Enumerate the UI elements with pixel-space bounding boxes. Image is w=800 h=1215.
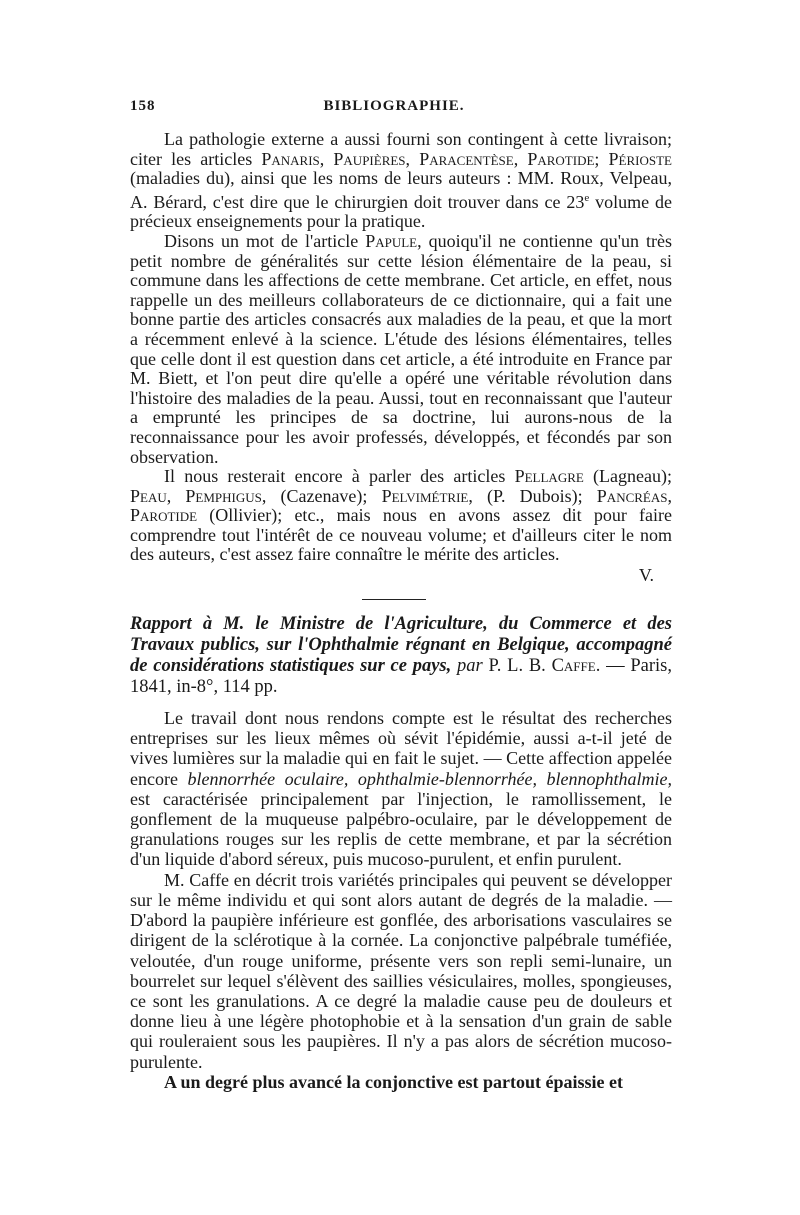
paragraph-review-advanced: A un degré plus avancé la conjonctive est partout épaissie et bbox=[164, 1071, 623, 1092]
paragraph-review-intro: Le travail dont nous rendons compte est le résultat des recherches entreprises sur les lieux mêmes où sévit l'épidémie, aussi a-t-il jeté de vives lumières sur la maladie qui en fait le sujet. — Cette affection appelée encore blennorrhée oculaire, ophthalmie-blennorrhée, blennophthalmie, est caractérisée principalement par l'injection, le ramollissement, le gonflement de la muqueuse palpébro-oculaire, par le développement de granulations rouges sur les replis de cette membrane, et par la sécrétion d'un liquide d'abord séreux, puis mucoso-purulent, et enfin purulent. bbox=[130, 708, 672, 870]
paragraph-remaining-articles: Il nous resterait encore à parler des articles Pellagre (Lagneau); Peau, Pemphigus, (Cazenave); Pelvimétrie, (P. Dubois); Pancréas, Parotide (Ollivier); etc., mais nous en avons assez dit pour faire comprendre tout l'intérêt de ce nouveau volume; et d'ailleurs citer le nom des auteurs, c'est assez faire connaître le mérite des articles. bbox=[130, 466, 672, 565]
ordinal-superscript: e bbox=[584, 191, 590, 204]
article-name: Parotide bbox=[527, 148, 595, 169]
page-number: 158 bbox=[130, 98, 156, 114]
article-name: Papule bbox=[365, 230, 418, 251]
section-divider bbox=[362, 599, 426, 600]
article-name: Périoste bbox=[608, 148, 672, 169]
article-name: Paracentèse bbox=[419, 148, 514, 169]
paragraph-papule: Disons un mot de l'article Papule, quoiqu'il ne contienne qu'un très petit nombre de généralités sur cette lésion élémentaire de la peau, si commune dans les affections de cette membrane. Cet article, en effet, nous rappelle un des meilleurs collaborateurs de ce dictionnaire, qui a fait une bonne partie des articles consacrés aux maladies de la peau, et que la mort a récemment enlevé à la science. L'étude des lésions élémentaires, telles que celle dont il est question dans cet article, a été introduite en France par M. Biett, et l'on peut dire qu'elle a opéré une véritable révolution dans l'histoire des maladies de la peau. Aussi, tout en reconnaissant que l'auteur a emprunté les principes de sa doctrine, lui aurons-nous de la reconnaissance pour les avoir professés, développés, et fécondés par son observation. bbox=[130, 230, 673, 467]
article-name: Peau bbox=[130, 485, 167, 506]
review-body bbox=[116, 708, 672, 1092]
article-name: Pellagre bbox=[514, 466, 584, 487]
paragraph-external-pathology: La pathologie externe a aussi fourni son contingent à cette livraison; citer les articles Panaris, Paupières, Paracentèse, Parotide; Périoste (maladies du), ainsi que les noms de leurs auteurs : MM. Roux, Velpeau, A. Bérard, c'est dire que le chirurgien doit trouver dans ce 23e volume de précieux enseignements pour la pratique. bbox=[130, 129, 672, 232]
review-title: Rapport à M. le Ministre de l'Agriculture, du Commerce et des Travaux publics, sur l'Ophthalmie régnant en Belgique, accompagné de considérations statistiques sur ce pays, par P. L. B. Caffe. — Paris, 1841, in-8°, 114 pp. bbox=[130, 614, 673, 698]
disease-synonyms: blennorrhée oculaire, ophthalmie-blennorrhée, blennophthalmie, bbox=[187, 768, 672, 789]
running-head bbox=[116, 98, 672, 120]
article-name: Pemphigus bbox=[185, 485, 262, 506]
article-name: Paupières bbox=[333, 148, 406, 169]
article-name: Pancréas bbox=[596, 485, 668, 506]
book-page bbox=[116, 98, 672, 1092]
article-name: Parotide bbox=[130, 505, 198, 526]
author-name: Caffe bbox=[551, 656, 596, 677]
article-name: Pelvimétrie bbox=[381, 485, 469, 506]
section-title: BIBLIOGRAPHIE. bbox=[323, 98, 465, 114]
article-name: Panaris bbox=[261, 148, 320, 169]
reviewer-signature: V. bbox=[638, 565, 654, 586]
paragraph-review-varieties: M. Caffe en décrit trois variétés principales qui peuvent se développer sur le même individu et qui sont alors autant de degrés de la maladie. — D'abord la paupière inférieure est gonflée, des arborisations vasculaires se dirigent de la sclérotique à la cornée. La conjonctive palpébrale tuméfiée, veloutée, d'un rouge uniforme, présente vers son repli semi-lunaire, un bourrelet sur lequel s'élèvent des saillies vésiculaires, molles, spongieuses, ce sont les granulations. A ce degré la maladie cause peu de douleurs et donne lieu à une légère photophobie et à la sensation d'un grain de sable qui rouleraient sous les paupières. Il n'y a pas alors de sécrétion mucoso-purulente. bbox=[130, 869, 672, 1072]
